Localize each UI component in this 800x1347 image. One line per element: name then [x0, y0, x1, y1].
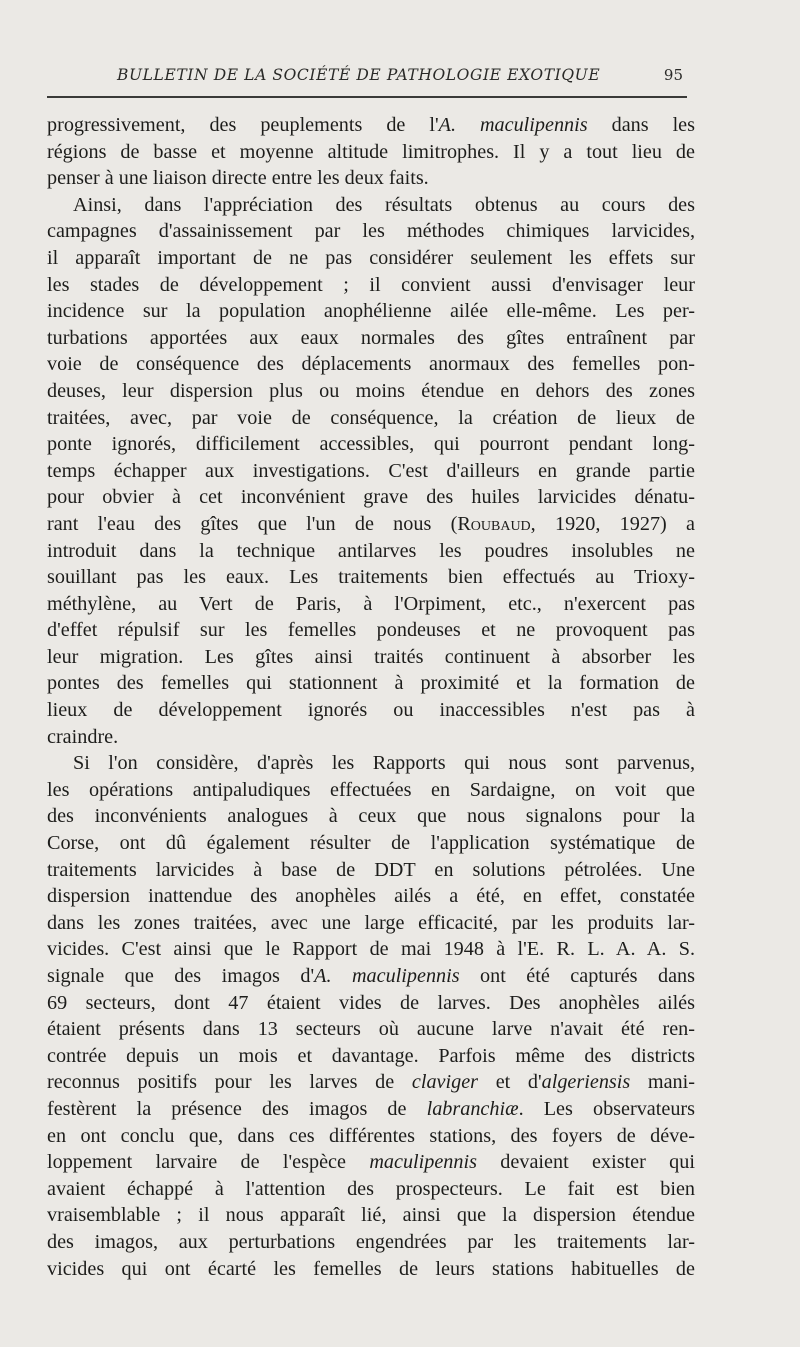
text-line: lieux de développement ignorés ou inaccessibles n'est pas à — [47, 699, 695, 722]
text-line: Corse, ont dû également résulter de l'application systématique de — [47, 832, 695, 855]
text-line: Si l'on considère, d'après les Rapports qui nous sont parvenus, — [73, 752, 695, 775]
text-line: vraisemblable ; il nous apparaît lié, ainsi que la dispersion étendue — [47, 1204, 695, 1227]
page-number: 95 — [663, 66, 683, 84]
text-line: en ont conclu que, dans ces différentes stations, des foyers de déve- — [47, 1124, 695, 1147]
text-line: incidence sur la population anophélienne ailée elle-même. Les per- — [47, 300, 695, 323]
journal-title: BULLETIN DE LA SOCIÉTÉ DE PATHOLOGIE EXOTIQUE — [117, 66, 601, 84]
text-line: des inconvénients analogues à ceux que nous signalons pour la — [47, 805, 695, 828]
text-line: ponte ignorés, difficilement accessibles, qui pourront pendant long- — [47, 433, 695, 456]
text-line: reconnus positifs pour les larves de claviger et d'algeriensis mani- — [47, 1071, 695, 1094]
text-line: méthylène, au Vert de Paris, à l'Orpiment, etc., n'exercent pas — [47, 592, 695, 615]
text-line: les opérations antipaludiques effectuées en Sardaigne, on voit que — [47, 778, 695, 801]
text-line: d'effet répulsif sur les femelles pondeuses et ne provoquent pas — [47, 619, 695, 642]
text-line: turbations apportées aux eaux normales des gîtes entraînent par — [47, 326, 695, 349]
text-line: campagnes d'assainissement par les méthodes chimiques larvicides, — [47, 220, 695, 243]
text-line: craindre. — [47, 725, 119, 748]
text-line: traitées, avec, par voie de conséquence, la création de lieux de — [47, 406, 695, 429]
text-line: étaient présents dans 13 secteurs où aucune larve n'avait été ren- — [47, 1018, 695, 1041]
header-rule — [47, 96, 687, 98]
running-header — [47, 66, 687, 94]
text-line: pour obvier à cet inconvénient grave des huiles larvicides dénatu- — [47, 486, 695, 509]
text-line: il apparaît important de ne pas considérer seulement les effets sur — [47, 246, 695, 269]
text-line: deuses, leur dispersion plus ou moins étendue en dehors des zones — [47, 379, 695, 402]
text-line: introduit dans la technique antilarves les poudres insolubles ne — [47, 539, 695, 562]
text-line: dans les zones traitées, avec une large efficacité, par les produits lar- — [47, 911, 695, 934]
text-line: temps échapper aux investigations. C'est d'ailleurs en grande partie — [47, 459, 695, 482]
text-line: loppement larvaire de l'espèce maculipennis devaient exister qui — [47, 1151, 695, 1174]
text-line: souillant pas les eaux. Les traitements bien effectués au Trioxy- — [47, 566, 695, 589]
text-line: traitements larvicides à base de DDT en solutions pétrolées. Une — [47, 858, 695, 881]
text-line: signale que des imagos d'A. maculipennis ont été capturés dans — [47, 965, 695, 987]
text-line: leur migration. Les gîtes ainsi traités continuent à absorber les — [47, 645, 695, 668]
text-line: avaient échappé à l'attention des prospecteurs. Le fait est bien — [47, 1177, 695, 1200]
text-line: voie de conséquence des déplacements anormaux des femelles pon- — [47, 353, 695, 376]
text-line: contrée depuis un mois et davantage. Parfois même des districts — [47, 1044, 695, 1067]
text-line: penser à une liaison directe entre les deux faits. — [47, 167, 429, 190]
text-line: pontes des femelles qui stationnent à proximité et la formation de — [47, 672, 695, 695]
body-text — [47, 112, 695, 1282]
text-line: progressivement, des peuplements de l'A. maculipennis dans les — [47, 114, 696, 136]
text-line: vicides. C'est ainsi que le Rapport de mai 1948 à l'E. R. L. A. A. S. — [47, 938, 695, 961]
text-line: festèrent la présence des imagos de labranchiæ. Les observateurs — [47, 1097, 695, 1120]
text-line: des imagos, aux perturbations engendrées par les traitements lar- — [47, 1230, 695, 1253]
text-line: régions de basse et moyenne altitude limitrophes. Il y a tout lieu de — [47, 140, 695, 163]
text-line: les stades de développement ; il convient aussi d'envisager leur — [47, 273, 695, 296]
text-line: dispersion inattendue des anophèles ailés a été, en effet, constatée — [47, 885, 695, 908]
text-line: vicides qui ont écarté les femelles de leurs stations habituelles de — [47, 1257, 695, 1280]
text-line: Ainsi, dans l'appréciation des résultats obtenus au cours des — [73, 193, 695, 216]
text-line: rant l'eau des gîtes que l'un de nous (Roubaud, 1920, 1927) a — [47, 512, 695, 535]
text-line: 69 secteurs, dont 47 étaient vides de larves. Des anophèles ailés — [47, 991, 695, 1014]
